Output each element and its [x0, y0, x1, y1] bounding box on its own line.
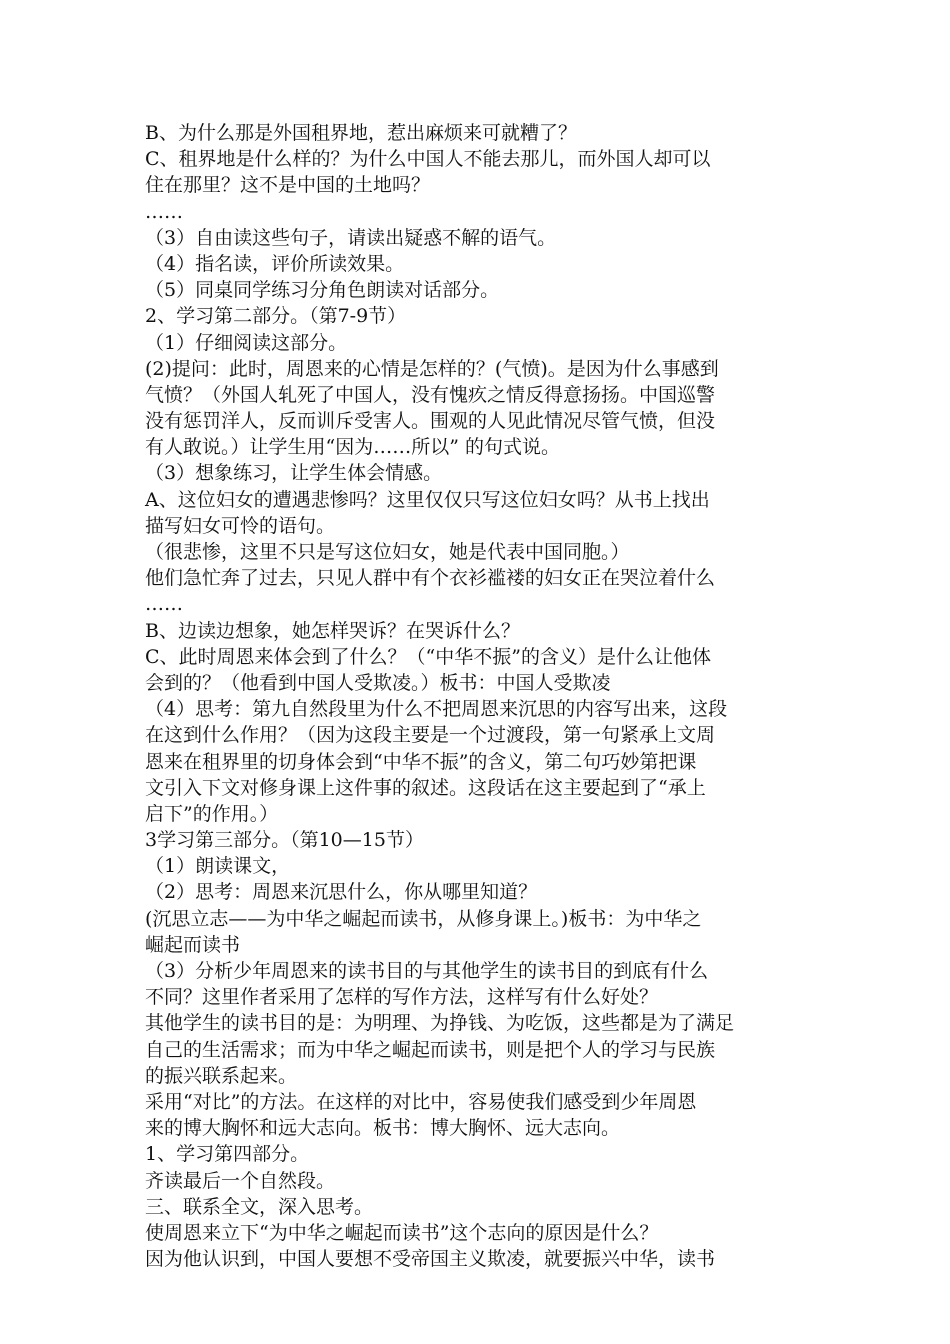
text-line: 不同？这里作者采用了怎样的写作方法，这样写有什么好处？ — [145, 986, 659, 1009]
text-line: …… — [145, 200, 183, 223]
text-line: （3）自由读这些句子，请读出疑惑不解的语气。 — [145, 226, 557, 249]
text-line: 恩来在租界里的切身体会到“中华不振”的含义，第二句巧妙第把课 — [145, 750, 697, 773]
text-line: 没有惩罚洋人，反而训斥受害人。围观的人见此情况尽管气愤，但没 — [145, 410, 716, 433]
text-line: 采用“对比”的方法。在这样的对比中，容易使我们感受到少年周恩 — [145, 1090, 697, 1113]
text-line: （4）指名读，评价所读效果。 — [145, 252, 405, 275]
text-line: 的振兴联系起来。 — [145, 1064, 298, 1087]
text-line: （3）想象练习，让学生体会情感。 — [145, 462, 443, 485]
text-line: 启下”的作用。） — [145, 802, 279, 825]
text-line: （4）思考：第九自然段里为什么不把周恩来沉思的内容写出来，这段 — [145, 698, 728, 721]
text-line: B、为什么那是外国租界地，惹出麻烦来可就糟了？ — [145, 122, 577, 144]
text-line: 在这到什么作用？（因为这段主要是一个过渡段，第一句紧承上文周 — [145, 724, 716, 747]
text-line: 齐读最后一个自然段。 — [145, 1169, 336, 1192]
text-line: …… — [145, 593, 183, 616]
text-line: （1）朗读课文， — [145, 855, 291, 878]
text-line: 自己的生活需求；而为中华之崛起而读书，则是把个人的学习与民族 — [145, 1038, 716, 1061]
text-line: 住在那里？这不是中国的土地吗？ — [145, 174, 431, 197]
text-line: 会到的？（他看到中国人受欺凌。）板书：中国人受欺凌 — [145, 671, 611, 694]
section-heading: 2、学习第二部分。（第7-9节） — [145, 305, 407, 328]
text-line: 他们急忙奔了过去，只见人群中有个衣衫褴褛的妇女正在哭泣着什么 — [145, 567, 716, 590]
text-line: （2）思考：周恩来沉思什么，你从哪里知道？ — [145, 881, 538, 904]
text-line: C、此时周恩来体会到了什么？（“中华不振”的含义）是什么让他体 — [145, 645, 711, 668]
text-line: （1）仔细阅读这部分。 — [145, 331, 348, 354]
text-line: (沉思立志——为中华之崛起而读书，从修身课上。)板书：为中华之 — [145, 907, 702, 930]
text-line: 气愤？（外国人轧死了中国人，没有愧疚之情反得意扬扬。中国巡警 — [145, 383, 716, 406]
text-line: （3）分析少年周恩来的读书目的与其他学生的读书目的到底有什么 — [145, 960, 709, 982]
section-heading: 1、学习第四部分。 — [145, 1143, 310, 1166]
text-line: 文引入下文对修身课上这件事的叙述。这段话在这主要起到了“承上 — [145, 776, 706, 799]
text-line: 崛起而读书 — [145, 933, 241, 956]
text-line: 因为他认识到，中国人要想不受帝国主义欺凌，就要振兴中华，读书 — [145, 1248, 716, 1271]
text-line: （5）同桌同学练习分角色朗读对话部分。 — [145, 279, 500, 302]
section-heading: 3学习第三部分。（第10—15节） — [145, 829, 424, 852]
document-body — [145, 120, 810, 1272]
section-heading: 三、联系全文，深入思考。 — [145, 1195, 374, 1218]
text-line: 有人敢说。）让学生用“因为……所以” 的句式说。 — [145, 436, 560, 459]
text-line: A、这位妇女的遭遇悲惨吗？这里仅仅只写这位妇女吗？从书上找出 — [145, 488, 710, 511]
text-line: 使周恩来立下“为中华之崛起而读书”这个志向的原因是什么？ — [145, 1221, 659, 1244]
text-line: （很悲惨，这里不只是写这位妇女，她是代表中国同胞。） — [145, 541, 630, 563]
text-line: C、租界地是什么样的？为什么中国人不能去那儿，而外国人却可以 — [145, 148, 711, 171]
text-line: 描写妇女可怜的语句。 — [145, 514, 336, 537]
text-line: 来的博大胸怀和远大志向。板书：博大胸怀、远大志向。 — [145, 1117, 621, 1140]
text-line: 其他学生的读书目的是：为明理、为挣钱、为吃饭，这些都是为了满足 — [145, 1012, 735, 1035]
text-line: (2)提问：此时，周恩来的心情是怎样的？(气愤)。是因为什么事感到 — [145, 357, 719, 380]
text-line: B、边读边想象，她怎样哭诉？在哭诉什么？ — [145, 619, 520, 642]
